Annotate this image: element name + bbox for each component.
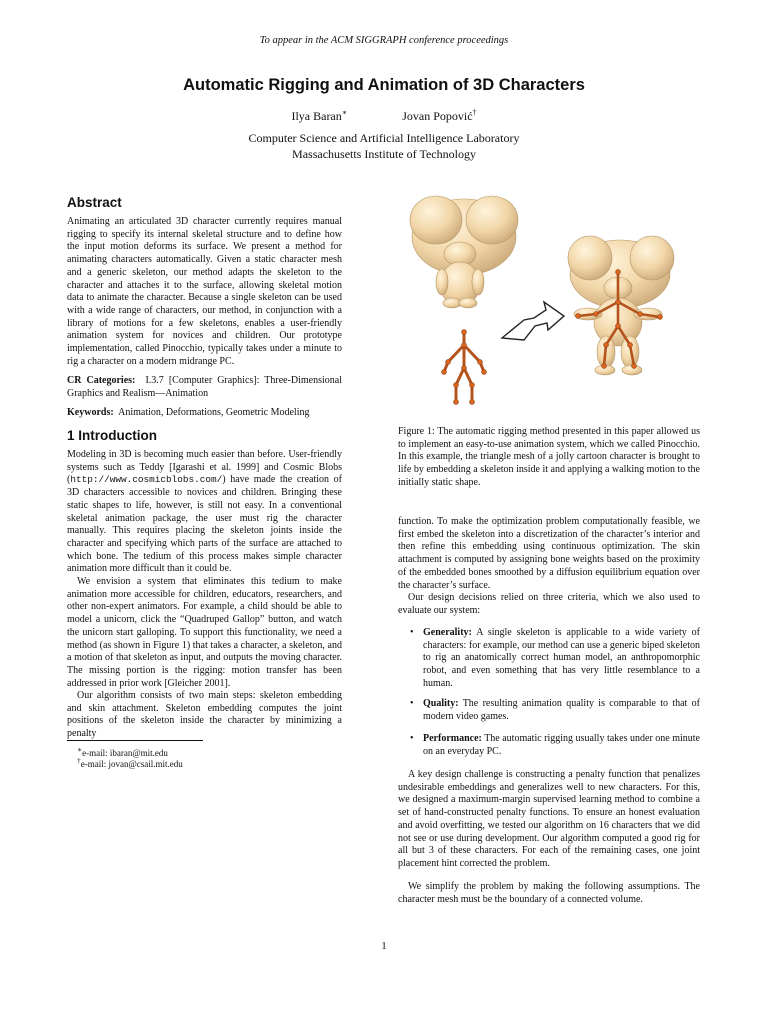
keywords-label: Keywords: [67,407,114,418]
figure-1-illustration [398,190,700,415]
footnote-rule [67,740,203,741]
bullet-quality-label: Quality: [423,698,459,709]
bullet-generality-label: Generality: [423,627,472,638]
intro-paragraph-2: We envision a system that eliminates this tedium to make animation more accessible for children, educators, researchers, and other non-expert animators. For example, a child should be able to model a unicorn, click the “Quadruped Gallop” button, and watch the unicorn start galloping. To support this functionality, we need a method (as shown in Figure 1) that takes a character, a skeleton, and a motion of that skeleton as input, and outputs the moving character. The missing portion is the rigging: motion transfer has been addressed in prior work [Gleicher 2001]. [67,576,342,689]
affiliation-institute: Massachusetts Institute of Technology [292,147,476,161]
abstract-heading: Abstract [67,195,122,210]
cr-categories-text: I.3.7 [Computer Graphics]: Three-Dimensional Graphics and Realism—Animation [67,375,343,399]
bullet-quality-text: The resulting animation quality is comparable to that of modern video games. [423,698,700,722]
static-character [410,196,518,308]
bullet-generality [410,627,701,691]
keywords-text: Animation, Deformations, Geometric Modeling [118,407,310,418]
author-2-name: Jovan Popović [402,109,473,123]
figure-1-caption: Figure 1: The automatic rigging method presented in this paper allowed us to implement an easy-to-use animation system, which we called Pinocchio. In this example, the triangle mesh of a jolly cartoon character is brought to life by embedding a skeleton inside it and applying a walking motion to the initially static shape. [398,426,700,488]
bullet-dot-icon: • [410,698,414,709]
intro-p1-start: Modeling in 3D is becoming much easier than before. User-friendly systems such as Teddy [Igarashi et al. 1999] and Cosmic Blobs ( [67,449,342,486]
paper-title: Automatic Rigging and Animation of 3D Characters [183,76,585,94]
right-paragraph-4: We simplify the problem by making the following assumptions. The character mesh must be the boundary of a connected volume. [398,881,700,905]
intro-paragraph-3: Our algorithm consists of two main steps: skeleton embedding and skin attachment. Skeleton embedding computes the joint positions of the skeleton inside the character by minimizing a penalty [67,690,342,740]
header-note: To appear in the ACM SIGGRAPH conference proceedings [259,35,509,46]
intro-paragraph-1 [67,449,342,576]
cr-categories [67,375,342,400]
author-1-mark: ∗ [341,108,348,117]
footnote-1-text: e-mail: ibaran@mit.edu [82,748,168,758]
cosmicblobs-link[interactable]: http://www.cosmicblobs.com/ [70,474,223,486]
transform-arrow-icon [502,302,564,340]
intro-p1-end: ) have made the creation of 3D characters accessible to novices and children. Bringing these static shapes to life, however, is still not easy. In a conventional skeletal animation package, the user must rig the character manually. This requires placing the skeleton joints inside the character and specifying which parts of the surface are attached to which bone. The tedium of this process makes simple character animation more difficult than it could be. [67,474,342,575]
bullet-performance-label: Performance: [423,733,482,744]
bullet-quality [410,698,700,723]
author-1-name: Ilya Baran [291,109,342,123]
abstract-text: Animating an articulated 3D character currently requires manual rigging to specify its internal skeletal structure and to define how the input motion deforms its surface. We present a method for animating characters automatically. Given a static character mesh and a generic skeleton, our method adapts the skeleton to the character and attaches it to the surface, allowing skeletal motion data to animate the character. Because a single skeleton can be used with a wide range of characters, our method, in conjunction with a library of motions for a few skeletons, enables a user-friendly animation system for novices and children. Our prototype implementation, called Pinocchio, typically takes under a minute to rig a character on a modern midrange PC. [67,216,342,367]
affiliation [0,130,768,162]
figure-1 [398,190,700,415]
right-paragraph-3: A key design challenge is constructing a penalty function that penalizes undesirable embeddings and generalizes well to new characters. For this, we designed a maximum-margin supervised learning method to combine a set of hand-constructed penalty functions. To ensure an honest evaluation and avoid overfitting, we tested our algorithm on 16 characters that we did not see or use during development. Our algorithm computed a good rig for all but 3 of these characters. For each of the remaining cases, one joint placement hint corrected the problem. [398,769,700,869]
affiliation-lab: Computer Science and Artificial Intelligence Laboratory [248,131,520,145]
author-1 [291,108,347,124]
bullet-generality-text: A single skeleton is applicable to a wide variety of characters: for example, our method can use a generic biped skeleton to rig an anatomically correct human model, an anthropomorphic robot, and even something that has very little resemblance to a human. [423,627,701,689]
right-paragraph-1: function. To make the optimization problem computationally feasible, we first embed the skeleton into a discretization of the character’s interior and then refine this embedding using continuous optimization. The skin attachment is computed by assigning bone weights based on the proximity of the embedded bones smoothed by a diffusion equilibrium equation over the character’s surface. [398,516,700,591]
rigged-character [568,236,674,375]
footnote-2-text: e-mail: jovan@csail.mit.edu [80,759,183,769]
bullet-dot-icon: • [410,733,414,744]
right-paragraph-2: Our design decisions relied on three criteria, which we also used to evaluate our system: [398,592,700,616]
bullet-performance-text: The automatic rigging usually takes under one minute on an everyday PC. [423,733,700,757]
cr-categories-label: CR Categories: [67,375,136,386]
keywords [67,407,342,420]
authors [0,108,768,124]
bullet-performance [410,733,700,758]
footnote-1-mark: ∗ [77,745,83,754]
bullet-dot-icon: • [410,627,414,638]
intro-heading: 1 Introduction [67,428,157,443]
footnote-2 [77,755,183,770]
generic-skeleton [442,330,487,405]
page-number: 1 [381,940,387,952]
author-2 [402,108,476,124]
author-2-mark: † [472,108,477,117]
footnote-2-mark: † [77,756,81,765]
